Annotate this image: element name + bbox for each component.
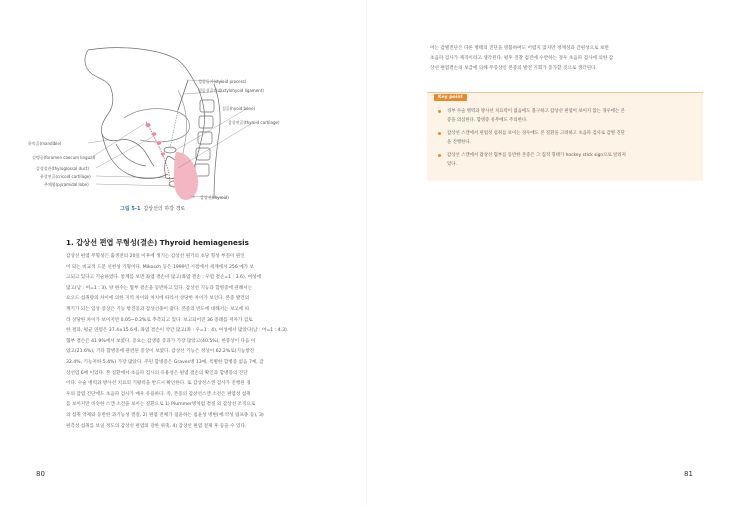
label-mandible: 하악골(mandible) bbox=[28, 141, 62, 146]
body-line: 라 상당한 차이가 보이지만 0.05~0.2%로 추측되고 있다. 보고되어진 36 증례를 저자가 검토 bbox=[66, 317, 253, 323]
bullet-line: 갑상선 스캔에서 편엽성 섭취를 보이는 경우에도 본 질환을 고려하고 초음파 검사로 감별 진단 bbox=[447, 131, 625, 136]
label-pyramidal-lobe: 추체엽(pyramidal lobe) bbox=[44, 182, 89, 187]
body-line: 많고(남 : 여=1 : 3), 양 변수는 협부 결손을 동반하고 있다. 갑상선 기능과 합병증에 관해서는 bbox=[66, 285, 253, 291]
body-line: 상선 편엽결손의 보급에 의해 무증상인 본증의 발견 기회가 증가할 것으로 생각된다. bbox=[430, 66, 597, 71]
label-styloid-process: 경상돌기(styloid process) bbox=[198, 79, 247, 84]
bullet-line: 갑상선 스캔에서 갑상선 협부를 동반한 본증은 그 집적 형태가 hockey stick sign으로 알려져 bbox=[447, 153, 626, 158]
body-line: 이 되는 비교적 드문 선천성 기형이다. Mikosch 등은 1999년 시점에서 세계에서 256 예가 보 bbox=[66, 264, 254, 270]
label-cricoid-cartilage: 윤상연골(cricoid cartilage) bbox=[40, 174, 91, 179]
bullet-line: 증을 의심한다. 합병증 유무에도 주의한다. bbox=[447, 118, 528, 124]
caption-text: 갑상선의 하강 경로 bbox=[143, 206, 186, 212]
body-line: 이다. 수술 병력과 방사선 치료의 기왕력을 반드시 확인한다. 또 갑상선스캔 검사가 진행된 경 bbox=[66, 381, 251, 387]
body-line: 32.4%, 기능저하 5.4%) 가장 많았다. 주된 합병증은 Graves병 13예, 특별한 합병증 없음 7예, 갑 bbox=[66, 359, 264, 365]
keypoint-box bbox=[427, 92, 703, 181]
body-line: 우의 갑엽 진단에도 초음파 검사가 매우 유용하다. 즉, 본증의 갑상선스캔 소견은 편엽성 섭취 bbox=[66, 391, 251, 397]
body-line: 의 섭취 억제와 동반한 과기능성 결절, 2) 편엽 전체가 침윤하는 침윤성 병변(예:악성 림프종 등), 3) bbox=[66, 412, 264, 418]
left-body-text bbox=[66, 252, 314, 432]
figure-caption bbox=[120, 205, 185, 212]
keypoint-tag: Key point bbox=[434, 94, 467, 101]
keypoint-bullet bbox=[447, 107, 625, 125]
anatomy-figure bbox=[28, 40, 328, 200]
body-line: 편측성 섭취를 보일 정도의 갑상선 편엽의 강한 위축, 4) 갑상선 편엽 절제 후 등을 수 있다. bbox=[66, 423, 247, 429]
body-line: 고되고 있다고 기술하였다. 통계를 보면 좌엽 결손이 많고(좌엽 결손 : 우엽 결손=1 : 3.6), 여성에 bbox=[66, 275, 262, 281]
label-hyoid-bone: 설골(hyoid bone) bbox=[222, 106, 256, 111]
body-line: 었고(21.6%), 기타 합병증에 관련된 증상이 보였다. 갑상선 기능은 정상이 62.2%로(기능항진 bbox=[66, 349, 255, 355]
body-line: 갑상선 편엽 무형성은 출생전의 20일 이후에 생기는 갑상선 원기의 초당 형성 부전이 원인 bbox=[66, 254, 245, 259]
body-line: 어는 감별진단은 다른 병태의 진단을 방불하여도 어렵지 않지만 정재성과 간편성으로 보면 bbox=[430, 46, 609, 51]
bullet-dot-icon bbox=[438, 110, 441, 113]
bullet-line: 있다. bbox=[447, 162, 457, 168]
right-page bbox=[366, 0, 733, 505]
bullet-line: 경부 수술 병력과 방사선 치료력이 없음에도 불구하고 갑상선 편엽이 보이지 않는 경우에는 본 bbox=[447, 109, 625, 114]
body-line: 를 보이지만 비슷한 스캔 소견을 보이는 질환으로 1) Plummer병처럼 결절 외 갑상선 조직으로 bbox=[66, 402, 256, 408]
keypoint-bullet bbox=[447, 129, 625, 147]
bullet-dot-icon bbox=[438, 132, 441, 135]
keypoint-bullet bbox=[447, 151, 626, 169]
body-line: 요오드 섭취량의 차이에 의한 지역 차이와 처치에 따라서 상당한 차이가 보인다. 본증 발견의 bbox=[66, 296, 250, 302]
label-stylohyoid-ligament: 경돌설골인대(stylohyoid ligament) bbox=[198, 88, 264, 93]
bullet-dot-icon bbox=[438, 154, 441, 157]
page-spine bbox=[366, 0, 367, 505]
label-thyroid: 갑상선(thyroid) bbox=[200, 195, 229, 200]
label-foramen-caecum: 설맹공(foramen caecum lingual) bbox=[32, 155, 96, 160]
body-line: 협부 결손은 41.9%에서 보였다. 증요는 갑생증 증과가 가장 많았고(40.5%), 한증상이 다음 이 bbox=[66, 338, 256, 344]
section-heading: 1. 갑상선 편엽 무형성(결손) Thyroid hemiagenesis bbox=[66, 238, 249, 247]
page-number-right: 81 bbox=[684, 470, 693, 478]
body-line: 한 결과, 평균 연령은 37.4±15.6세, 좌엽 결손이 약간 많고(좌 : 우=1 : 4), 여성에서 많았다(남 : 여=1 : 4.3). bbox=[66, 328, 289, 334]
bullet-line: 을 진행한다. bbox=[447, 140, 471, 146]
caption-number: 그림 5-1 bbox=[120, 206, 141, 212]
page-number-left: 80 bbox=[36, 470, 45, 478]
body-line: 계기가 되는 임상 증상은 기능 항진증과 갑상선종이 많다. 본증의 빈도에 대해서는 보고에 따 bbox=[66, 306, 250, 312]
body-line: 초음파 검사가 제격이라고 생각된다. 평후 진찰 검진에 수반하는 경우 초음파 검사에 의한 갑 bbox=[430, 56, 614, 61]
label-thyroglossal-duct: 갑상설관(thyroglossal duct) bbox=[36, 166, 89, 171]
body-line: 상선염 6예 이었다. 본 질환에서 초음파 검사의 유용성은 편엽 결손의 확인과 합병증의 진단 bbox=[66, 370, 248, 376]
label-thyroid-cartilage: 갑상연골(thyroid cartilage) bbox=[228, 120, 280, 125]
right-body-text bbox=[430, 44, 702, 74]
